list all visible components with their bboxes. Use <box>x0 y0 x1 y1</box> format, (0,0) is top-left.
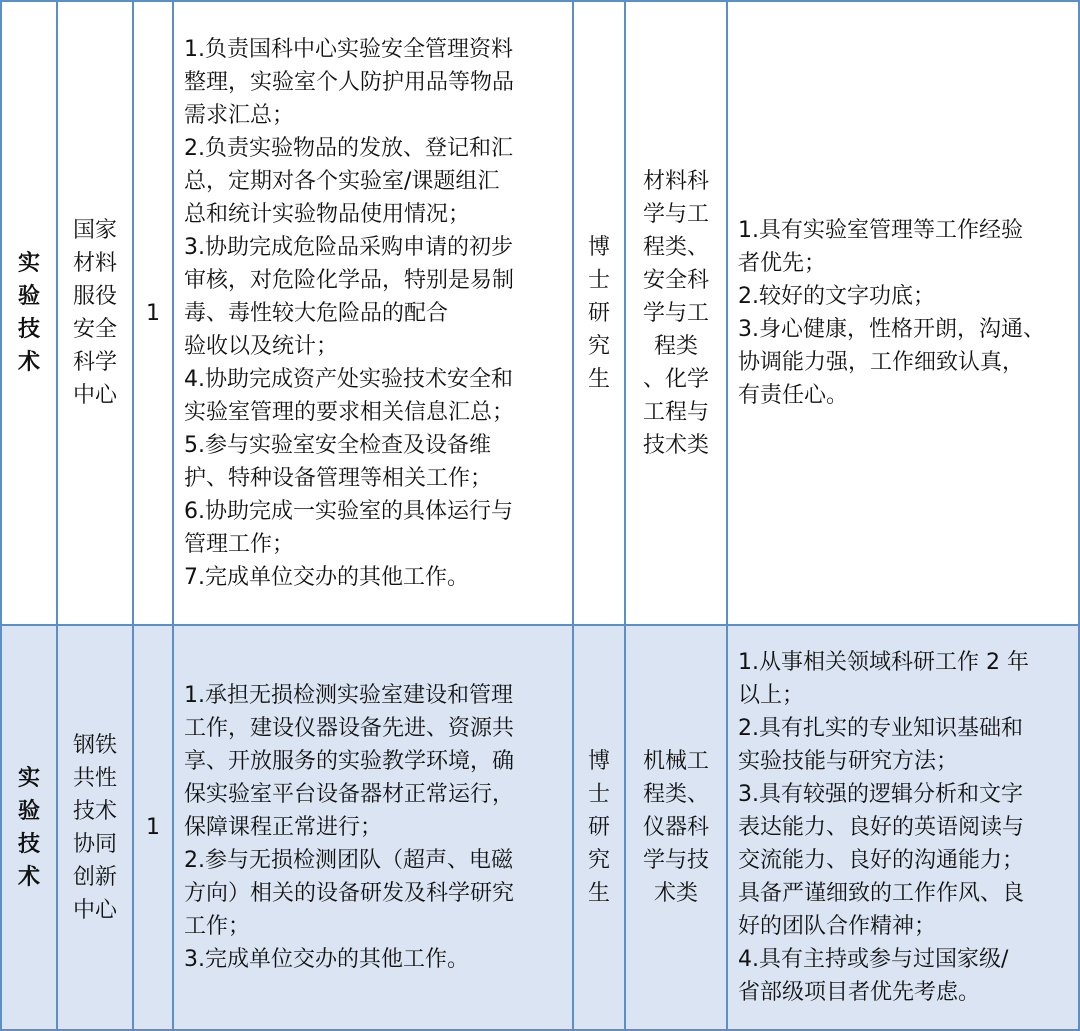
duties-cell <box>173 625 573 1030</box>
text-line: 究 <box>587 848 610 873</box>
text-line: 中心 <box>72 383 117 408</box>
requirements-text <box>732 646 1074 1009</box>
text-line: 具备严谨细致的工作作风、良 <box>738 881 1025 906</box>
text-line: 材料 <box>72 251 117 276</box>
text-line: 技术 <box>72 798 117 824</box>
text-line: 钢铁 <box>72 732 117 758</box>
text-line: 5.参与实验室安全检查及设备维 <box>184 432 491 458</box>
text-line: 材料科 <box>642 168 709 194</box>
position-row <box>1 625 1079 1030</box>
text-line: 博 <box>587 749 610 774</box>
text-line: 协调能力强，工作细致认真， <box>738 350 1025 375</box>
text-line: 好的团队合作精神； <box>738 914 937 939</box>
text-line: 4.具有主持或参与过国家级/ <box>738 947 1009 972</box>
text-line: 1.从事相关领域科研工作 2 年 <box>738 650 1029 675</box>
text-line: 术 <box>17 350 40 375</box>
text-line: 3.身心健康，性格开朗，沟通、 <box>738 317 1045 342</box>
text-line: 技 <box>17 317 40 342</box>
text-line: 实验室管理的要求相关信息汇总； <box>184 399 515 425</box>
text-line: 工作，建设仪器设备先进、资源共 <box>184 716 515 741</box>
major-cell <box>625 625 727 1030</box>
duties-text <box>178 679 568 976</box>
text-line: 研 <box>587 815 610 840</box>
text-line: 2.较好的文字功底； <box>738 284 935 309</box>
text-line: 表达能力、良好的英语阅读与 <box>738 815 1025 840</box>
text-line: 验收以及统计； <box>184 333 339 359</box>
text-line: 博 <box>587 234 610 260</box>
text-line: 术类 <box>653 881 698 906</box>
headcount-cell: 1 <box>133 1 173 625</box>
text-line: 享、开放服务的实验教学环境，确 <box>184 749 515 774</box>
text-line: 生 <box>587 366 610 392</box>
degree-cell <box>573 625 625 1030</box>
text-line: 总和统计实验物品使用情况； <box>184 201 471 227</box>
text-line: 创新 <box>72 864 117 890</box>
text-line: 实 <box>17 251 40 276</box>
text-line: 方向）相关的设备研发及科学研究 <box>184 881 515 906</box>
text-line: 工程与 <box>642 399 709 425</box>
unit-text <box>73 214 117 412</box>
text-line: 协同 <box>72 831 117 857</box>
text-line: 验 <box>17 284 40 309</box>
text-line: 科学 <box>72 350 117 375</box>
text-line: 1.具有实验室管理等工作经验 <box>738 218 1023 243</box>
position-row <box>1 1 1079 625</box>
text-line: 2.具有扎实的专业知识基础和 <box>738 716 1023 741</box>
text-line: 保障课程正常进行； <box>184 815 383 840</box>
requirements-text <box>732 214 1074 412</box>
requirements-cell <box>727 625 1079 1030</box>
unit-cell <box>57 1 133 625</box>
text-line: 护、特种设备管理等相关工作； <box>184 465 493 491</box>
text-line: 2.负责实验物品的发放、登记和汇 <box>184 135 513 161</box>
text-line: 学与工 <box>642 300 709 326</box>
duties-text <box>178 33 568 594</box>
text-line: 工作； <box>184 914 251 939</box>
degree-cell <box>573 1 625 625</box>
text-line: 者优先； <box>738 251 827 276</box>
text-line: 学与工 <box>642 201 709 227</box>
text-line: 机械工 <box>642 749 709 774</box>
category-cell <box>1 1 57 625</box>
requirements-cell <box>727 1 1079 625</box>
text-line: 究 <box>587 333 610 359</box>
text-line: 管理工作； <box>184 531 295 557</box>
text-line: 1.承担无损检测实验室建设和管理 <box>184 683 513 708</box>
text-line: 士 <box>587 782 610 807</box>
text-line: 有责任心。 <box>738 383 849 408</box>
text-line: 保实验室平台设备器材正常运行， <box>184 782 515 807</box>
text-line: 、化学 <box>642 366 709 392</box>
text-line: 总，定期对各个实验室/课题组汇 <box>184 168 500 194</box>
text-line: 士 <box>587 267 610 293</box>
category-cell <box>1 625 57 1030</box>
category-text <box>18 247 40 379</box>
text-line: 仪器科 <box>642 815 709 840</box>
text-line: 4.协助完成资产处实验技术安全和 <box>184 366 513 392</box>
text-line: 生 <box>587 881 610 906</box>
unit-text <box>73 729 117 927</box>
text-line: 安全 <box>72 317 117 342</box>
text-line: 学与技 <box>642 848 709 873</box>
text-line: 3.协助完成危险品采购申请的初步 <box>184 234 513 260</box>
text-line: 实验技能与研究方法； <box>738 749 959 774</box>
text-line: 程类、 <box>642 782 709 807</box>
unit-cell <box>57 625 133 1030</box>
category-text <box>18 762 40 894</box>
text-line: 需求汇总； <box>184 102 295 128</box>
degree-text <box>588 231 610 396</box>
text-line: 验 <box>17 798 40 824</box>
text-line: 实 <box>17 765 40 791</box>
text-line: 中心 <box>72 897 117 923</box>
text-line: 毒、毒性较大危险品的配合 <box>184 300 449 326</box>
duties-cell <box>173 1 573 625</box>
text-line: 整理，实验室个人防护用品等物品 <box>184 69 515 95</box>
text-line: 国家 <box>72 218 117 243</box>
text-line: 服役 <box>72 284 117 309</box>
degree-text <box>588 745 610 910</box>
text-line: 3.具有较强的逻辑分析和文字 <box>738 782 1023 807</box>
text-line: 术 <box>17 864 40 890</box>
text-line: 交流能力、良好的沟通能力； <box>738 848 1025 873</box>
text-line: 技 <box>17 831 40 857</box>
text-line: 程类 <box>653 333 698 359</box>
text-line: 技术类 <box>642 432 709 458</box>
text-line: 2.参与无损检测团队（超声、电磁 <box>184 848 513 873</box>
major-text <box>643 165 709 462</box>
text-line: 6.协助完成一实验室的具体运行与 <box>184 498 513 524</box>
headcount-cell: 1 <box>133 625 173 1030</box>
text-line: 1.负责国科中心实验安全管理资料 <box>184 36 513 62</box>
text-line: 程类、 <box>642 234 709 260</box>
text-line: 审核，对危险化学品，特别是易制 <box>184 267 515 293</box>
text-line: 研 <box>587 300 610 326</box>
major-text <box>643 745 709 910</box>
text-line: 共性 <box>72 765 117 791</box>
text-line: 省部级项目者优先考虑。 <box>738 980 981 1005</box>
text-line: 安全科 <box>642 267 709 293</box>
text-line: 以上； <box>738 683 805 708</box>
text-line: 3.完成单位交办的其他工作。 <box>184 947 469 972</box>
text-line: 7.完成单位交办的其他工作。 <box>184 564 469 590</box>
major-cell <box>625 1 727 625</box>
